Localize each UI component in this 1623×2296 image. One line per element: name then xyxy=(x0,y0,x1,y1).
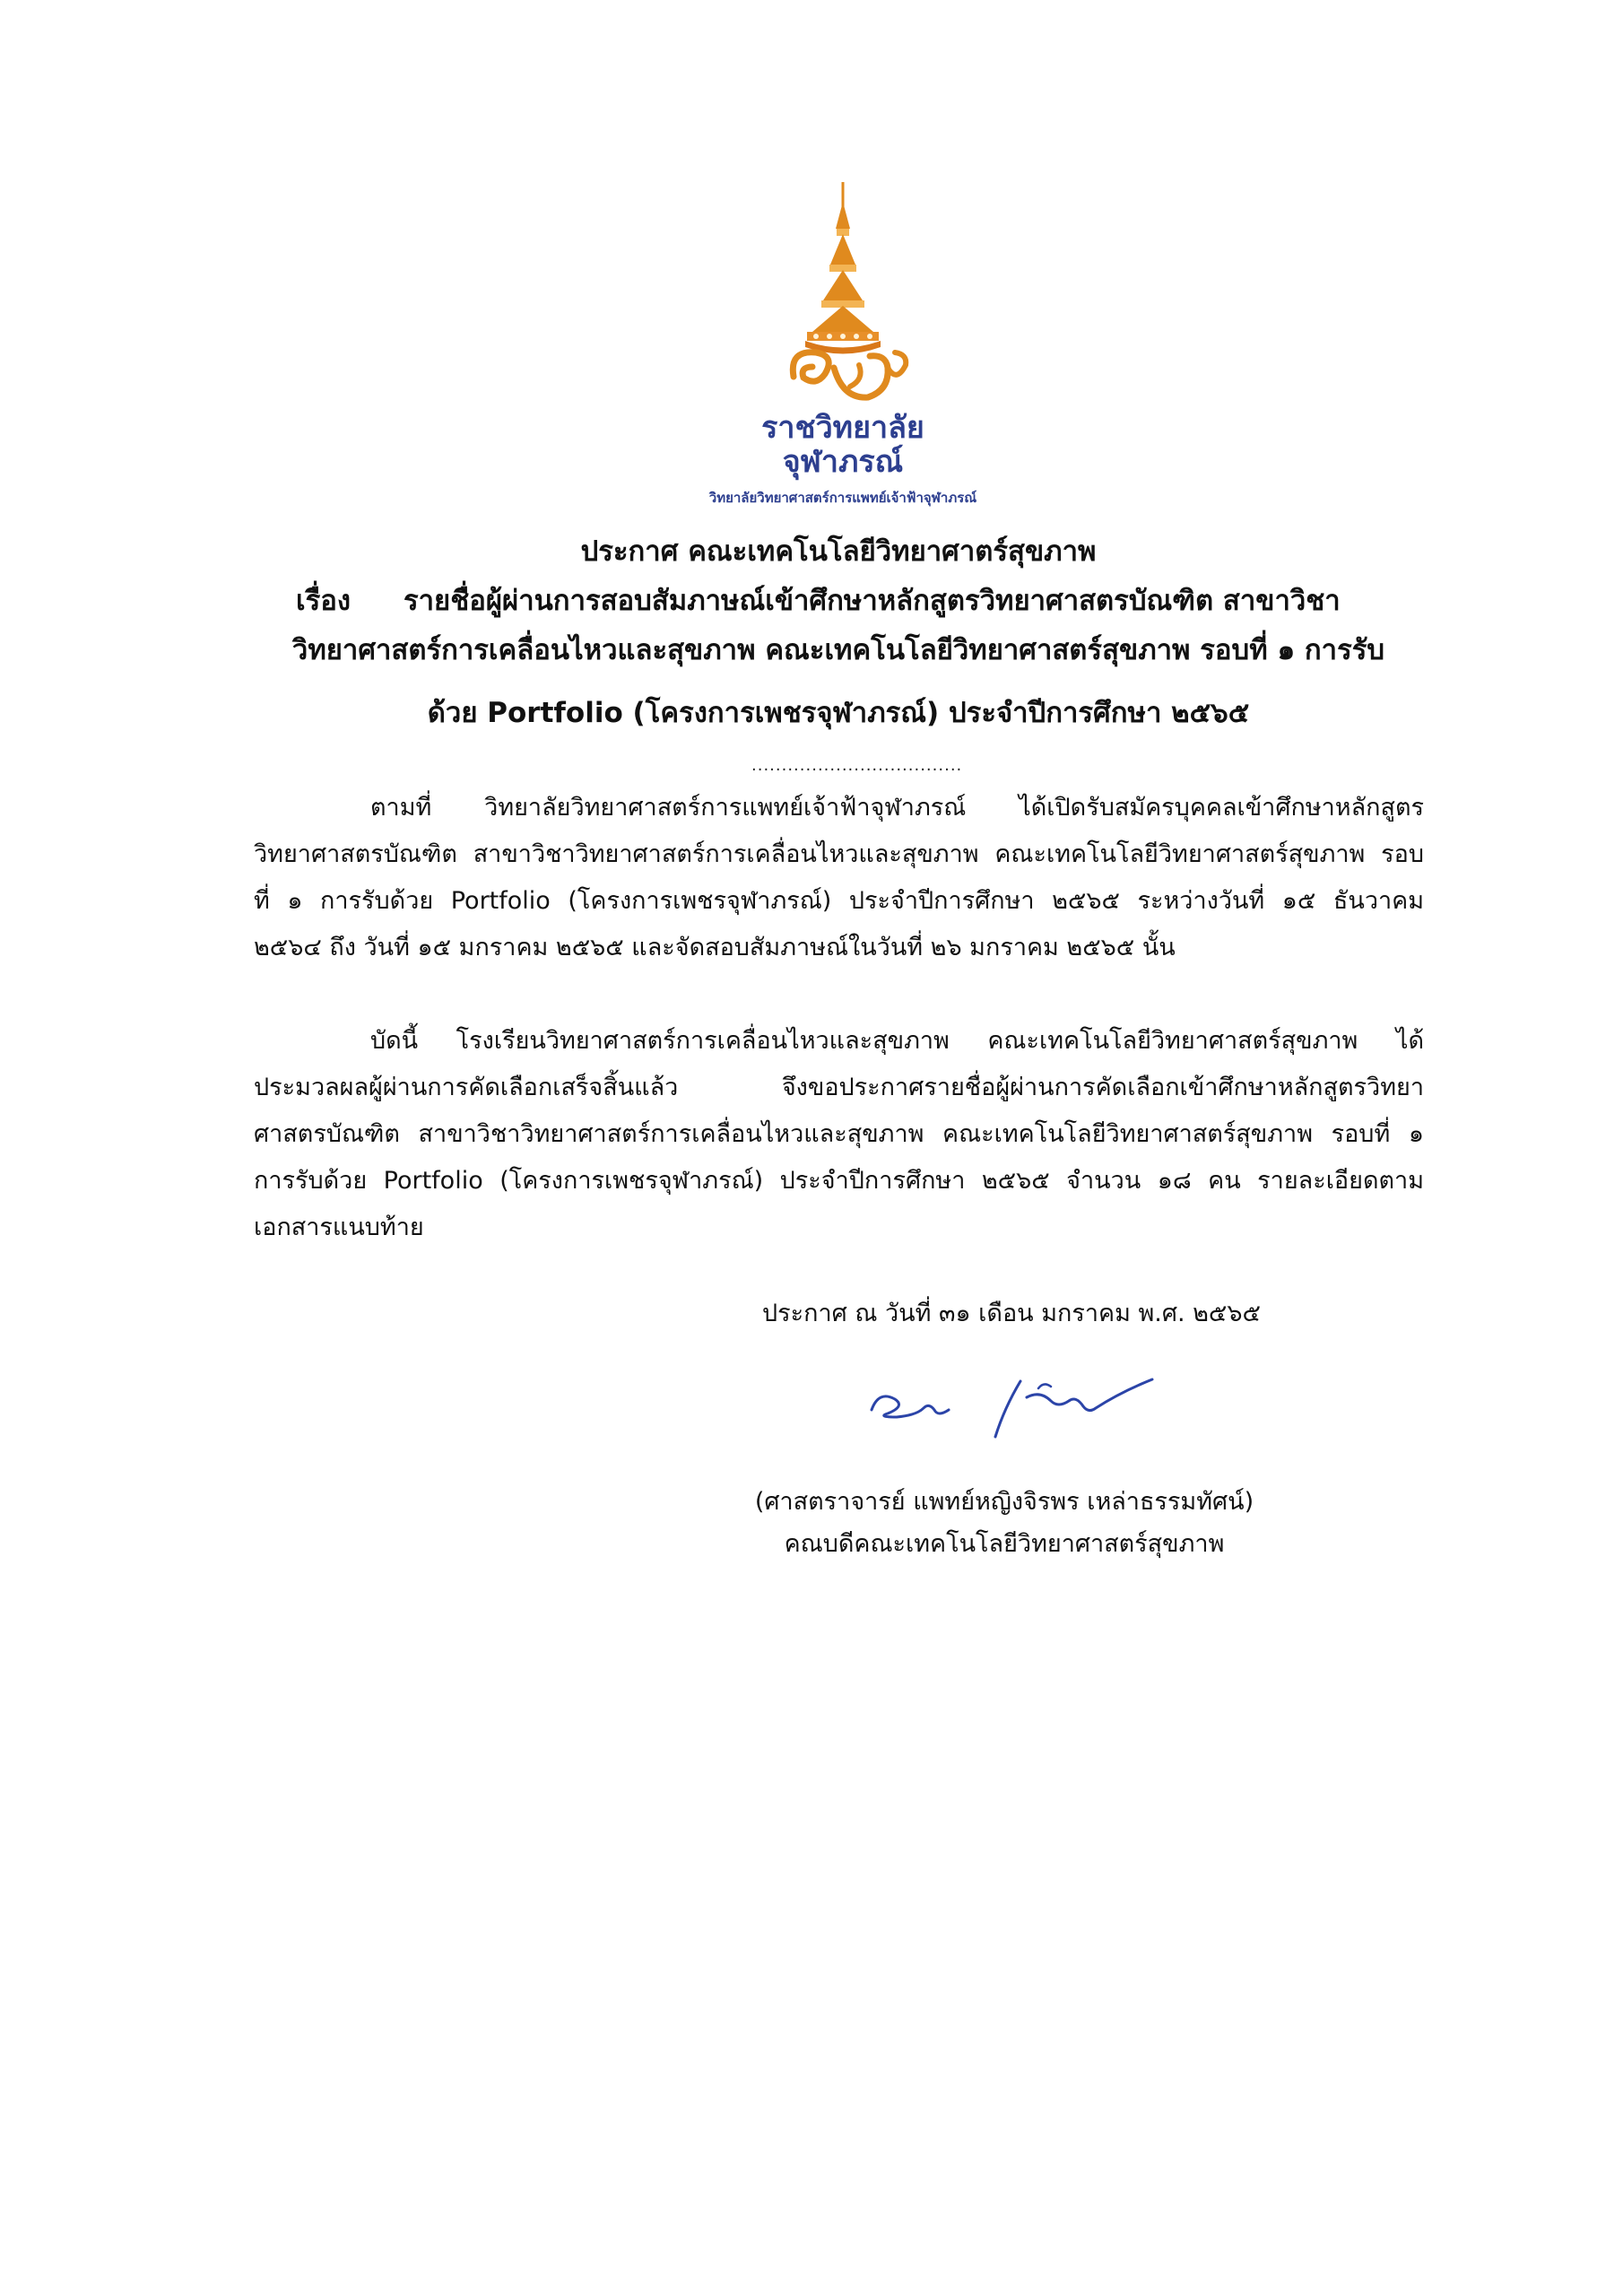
handwritten-signature xyxy=(861,1354,1157,1444)
paragraph-line: เอกสารแนบท้าย xyxy=(254,1213,424,1241)
logo-text-line3: วิทยาลัยวิทยาศาสตร์การแพทย์เจ้าฟ้าจุฬาภรณ์ xyxy=(708,490,977,506)
signer-position: คณบดีคณะเทคโนโลยีวิทยาศาสตร์สุขภาพ xyxy=(784,1530,1225,1558)
signer-name: (ศาสตราจารย์ แพทย์หญิงจิรพร เหล่าธรรมทัศน์) xyxy=(754,1488,1254,1516)
paragraph-line: บัดนี้ โรงเรียนวิทยาศาสตร์การเคลื่อนไหวและสุขภาพ คณะเทคโนโลยีวิทยาศาสตร์สุขภาพ ได้ xyxy=(370,1027,1424,1055)
body-paragraph-2 xyxy=(254,1018,1424,1251)
paragraph-line: ตามที่ วิทยาลัยวิทยาศาสตร์การแพทย์เจ้าฟ้าจุฬาภรณ์ ได้เปิดรับสมัครบุคคลเข้าศึกษาหลักสูตร xyxy=(370,794,1424,822)
announcement-date: ประกาศ ณ วันที่ ๓๑ เดือน มกราคม พ.ศ. ๒๕๖๕ xyxy=(762,1300,1261,1327)
logo-text-line2: จุฬาภรณ์ xyxy=(782,444,904,480)
announcement-title: ประกาศ คณะเทคโนโลยีวิทยาศาตร์สุขภาพ xyxy=(580,535,1097,568)
paragraph-line: วิทยาศาสตรบัณฑิต สาขาวิชาวิทยาศาสตร์การเคลื่อนไหวและสุขภาพ คณะเทคโนโลยีวิทยาศาสตร์สุขภาพ รอบ xyxy=(254,840,1424,868)
subject-label: เรื่อง xyxy=(296,585,352,617)
paragraph-line: การรับด้วย Portfolio (โครงการเพชรจุฬาภรณ์) ประจำปีการศึกษา ๒๕๖๕ จำนวน ๑๘ คน รายละเอียดตาม xyxy=(254,1167,1424,1195)
crown-emblem-icon xyxy=(753,175,933,417)
subject-line1 xyxy=(296,578,1453,623)
paragraph-line: ๒๕๖๔ ถึง วันที่ ๑๕ มกราคม ๒๕๖๕ และจัดสอบสัมภาษณ์ในวันที่ ๒๖ มกราคม ๒๕๖๕ นั้น xyxy=(254,934,1176,961)
paragraph-line: ที่ ๑ การรับด้วย Portfolio (โครงการเพชรจุฬาภรณ์) ประจำปีการศึกษา ๒๕๖๕ ระหว่างวันที่ ๑๕ ธันวาคม xyxy=(254,887,1424,915)
paragraph-line: ศาสตรบัณฑิต สาขาวิชาวิทยาศาสตร์การเคลื่อนไหวและสุขภาพ คณะเทคโนโลยีวิทยาศาสตร์สุขภาพ รอบที่ ๑ xyxy=(254,1120,1424,1148)
body-paragraph-1 xyxy=(254,785,1424,971)
separator-dots: ................................... xyxy=(751,756,963,775)
subject-text-line1: รายชื่อผู้ผ่านการสอบสัมภาษณ์เข้าศึกษาหลักสูตรวิทยาศาสตรบัณฑิต สาขาวิชา xyxy=(404,585,1341,617)
subject-text-line3: ด้วย Portfolio (โครงการเพชรจุฬาภรณ์) ประจำปีการศึกษา ๒๕๖๕ xyxy=(427,697,1250,729)
paragraph-line: ประมวลผลผู้ผ่านการคัดเลือกเสร็จสิ้นแล้ว จึงขอประกาศรายชื่อผู้ผ่านการคัดเลือกเข้าศึกษาหลักสูตรวิทยา xyxy=(254,1074,1424,1101)
subject-text-line2: วิทยาศาสตร์การเคลื่อนไหวและสุขภาพ คณะเทคโนโลยีวิทยาศาสตร์สุขภาพ รอบที่ ๑ การรับ xyxy=(291,634,1385,666)
logo-text-line1: ราชวิทยาลัย xyxy=(761,410,924,446)
institution-logo xyxy=(664,175,1022,516)
